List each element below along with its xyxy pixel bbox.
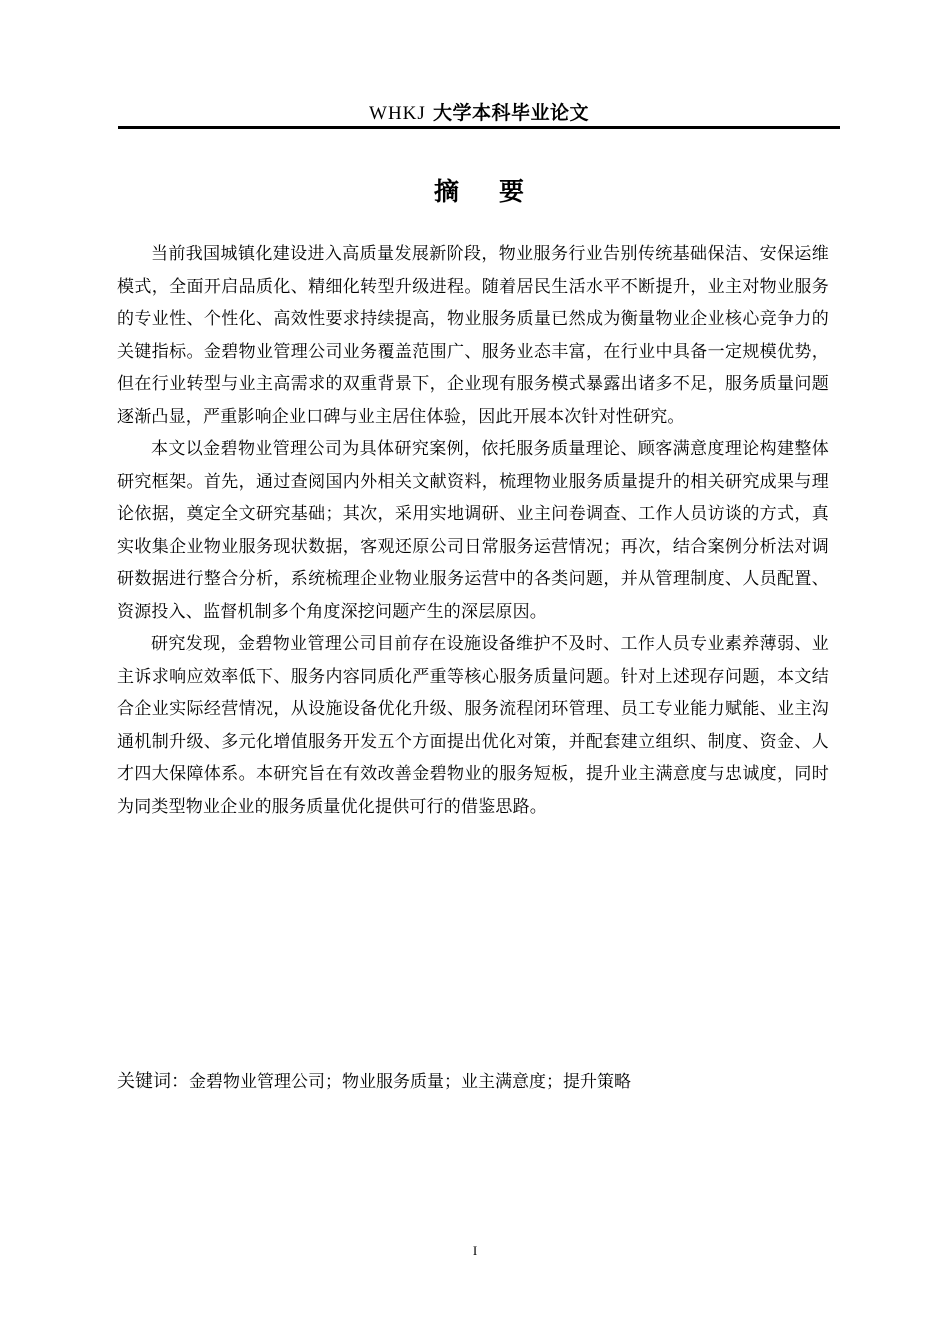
keywords-label: 关键词： [117, 1071, 189, 1092]
abstract-paragraph-1: 当前我国城镇化建设进入高质量发展新阶段，物业服务行业告别传统基础保洁、安保运维模式，全面开启品质化、精细化转型升级进程。随着居民生活水平不断提升，业主对物业服务的专业性、个性化、高效性要求持续提高，物业服务质量已然成为衡量物业企业核心竞争力的关键指标。金碧物业管理公司业务覆盖范围广、服务业态丰富，在行业中具备一定规模优势，但在行业转型与业主高需求的双重背景下，企业现有服务模式暴露出诸多不足，服务质量问题逐渐凸显，严重影响企业口碑与业主居住体验，因此开展本次针对性研究。 [117, 244, 829, 427]
abstract-title: 摘要 [433, 177, 564, 206]
page-number: I [472, 1243, 478, 1258]
abstract-paragraph-3: 研究发现，金碧物业管理公司目前存在设施设备维护不及时、工作人员专业素养薄弱、业主诉求响应效率低下、服务内容同质化严重等核心服务质量问题。针对上述现存问题，本文结合企业实际经营情况，从设施设备优化升级、服务流程闭环管理、员工专业能力赋能、业主沟通机制升级、多元化增值服务开发五个方面提出优化对策，并配套建立组织、制度、资金、人才四大保障体系。本研究旨在有效改善金碧物业的服务短板，提升业主满意度与忠诚度，同时为同类型物业企业的服务质量优化提供可行的借鉴思路。 [117, 634, 829, 817]
abstract-body [117, 238, 829, 823]
page-header [118, 90, 840, 128]
keywords-value: 金碧物业管理公司；物业服务质量；业主满意度；提升策略 [189, 1072, 631, 1092]
abstract-paragraph-2: 本文以金碧物业管理公司为具体研究案例，依托服务质量理论、顾客满意度理论构建整体研究框架。首先，通过查阅国内外相关文献资料，梳理物业服务质量提升的相关研究成果与理论依据，奠定全文研究基础；其次，采用实地调研、业主问卷调查、工作人员访谈的方式，真实收集企业物业服务现状数据，客观还原公司日常服务运营情况；再次，结合案例分析法对调研数据进行整合分析，系统梳理企业物业服务运营中的各类问题，并从管理制度、人员配置、资源投入、监督机制多个角度深挖问题产生的深层原因。 [117, 439, 829, 622]
header-title: 大学本科毕业论文 [432, 102, 589, 124]
header-prefix: WHKJ [369, 103, 426, 124]
header-text [369, 98, 589, 125]
keywords-line [117, 1066, 829, 1098]
header-divider [118, 126, 840, 129]
